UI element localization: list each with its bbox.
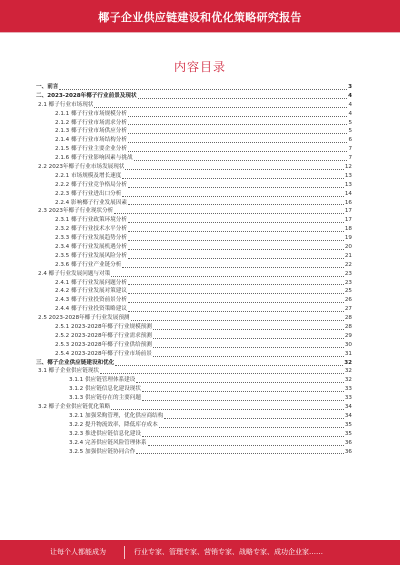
toc-entry-page: 35 bbox=[344, 430, 352, 437]
toc-entry-title: 3.2.3 推进供应链信息化建设 bbox=[69, 430, 141, 437]
toc-entry-title: 2.5.4 2023-2028年椰子行业市场前景 bbox=[55, 350, 152, 357]
toc-leader-dots bbox=[128, 302, 344, 303]
toc-entry[interactable] bbox=[36, 110, 352, 119]
toc-entry-page: 6 bbox=[348, 137, 352, 144]
toc-entry-page: 7 bbox=[348, 155, 352, 162]
toc-entry[interactable] bbox=[36, 225, 352, 234]
toc-entry-title: 3.2.1 加强采购管理，优化供应商结构 bbox=[69, 412, 164, 419]
toc-entry-page: 19 bbox=[344, 235, 352, 242]
footer-divider bbox=[124, 546, 125, 559]
toc-leader-dots bbox=[122, 196, 344, 197]
toc-entry-title: 2.4 椰子行业发展问题与对策 bbox=[38, 270, 111, 277]
toc-entry[interactable] bbox=[36, 448, 352, 457]
toc-entry-page: 12 bbox=[344, 164, 352, 170]
toc-leader-dots bbox=[111, 276, 344, 277]
toc-entry-title: 2.5.1 2023-2028年椰子行业规模预测 bbox=[55, 324, 152, 331]
toc-entry-page: 17 bbox=[344, 217, 352, 224]
toc-entry-page: 18 bbox=[344, 226, 352, 233]
toc-entry[interactable] bbox=[36, 287, 352, 296]
toc-entry-title: 2.5 2023-2028年椰子行业发展预测 bbox=[38, 315, 130, 322]
toc-leader-dots bbox=[128, 133, 347, 134]
toc-entry[interactable] bbox=[36, 216, 352, 225]
toc-entry-page: 13 bbox=[344, 181, 352, 188]
toc-entry[interactable] bbox=[36, 154, 352, 163]
toc-entry[interactable] bbox=[36, 172, 352, 181]
toc-leader-dots bbox=[128, 222, 344, 223]
toc-entry-page: 26 bbox=[344, 297, 352, 304]
toc-entry-page: 35 bbox=[344, 421, 352, 428]
toc-entry-page: 5 bbox=[348, 128, 352, 135]
toc-entry-page: 29 bbox=[344, 332, 352, 339]
toc-entry[interactable] bbox=[36, 136, 352, 145]
toc-entry-page: 32 bbox=[344, 368, 352, 375]
toc-entry-page: 20 bbox=[344, 244, 352, 251]
toc-entry-page: 25 bbox=[344, 288, 352, 295]
toc-entry-page: 32 bbox=[344, 359, 352, 366]
toc-entry-title: 一、前言 bbox=[36, 83, 59, 90]
toc-leader-dots bbox=[164, 418, 344, 419]
toc-entry-title: 2.5.2 2023-2028年椰子行业需求预测 bbox=[55, 332, 152, 339]
toc-entry[interactable] bbox=[36, 421, 352, 430]
toc-leader-dots bbox=[128, 231, 344, 232]
toc-entry[interactable] bbox=[36, 323, 352, 332]
toc-entry[interactable] bbox=[36, 332, 352, 341]
toc-leader-dots bbox=[122, 267, 344, 268]
toc-entry[interactable] bbox=[36, 127, 352, 136]
toc-leader-dots bbox=[125, 169, 343, 170]
toc-entry-title: 2.1.1 椰子行业市场规模分析 bbox=[55, 110, 127, 117]
toc-leader-dots bbox=[111, 409, 344, 410]
toc-entry-page: 7 bbox=[348, 146, 352, 153]
toc-leader-dots bbox=[115, 365, 343, 366]
toc-entry-title: 3.2.2 提升物流效率，降低库存成本 bbox=[69, 421, 158, 428]
toc-leader-dots bbox=[128, 258, 344, 259]
toc-entry-title: 3.1.2 供应链信息化建设现状 bbox=[69, 386, 141, 393]
toc-entry[interactable] bbox=[36, 314, 352, 323]
toc-entry-title: 2.3 2023年椰子行业现状分析 bbox=[38, 208, 114, 215]
toc-entry-page: 28 bbox=[344, 324, 352, 331]
toc-leader-dots bbox=[94, 107, 347, 108]
toc-entry-page: 34 bbox=[344, 404, 352, 411]
toc-entry-page: 23 bbox=[344, 279, 352, 286]
toc-entry-page: 4 bbox=[348, 92, 352, 99]
toc-entry[interactable] bbox=[36, 119, 352, 128]
toc-entry-title: 2.4.4 椰子行业投资策略建议 bbox=[55, 306, 127, 313]
toc-leader-dots bbox=[128, 124, 347, 125]
toc-entry-page: 27 bbox=[344, 306, 352, 313]
toc-entry-title: 2.3.1 椰子行业政策环境分析 bbox=[55, 217, 127, 224]
toc-entry[interactable] bbox=[36, 341, 352, 350]
toc-leader-dots bbox=[142, 391, 344, 392]
toc-entry[interactable] bbox=[36, 83, 352, 92]
toc-leader-dots bbox=[128, 293, 344, 294]
toc-entry[interactable] bbox=[36, 181, 352, 190]
toc-leader-dots bbox=[128, 187, 344, 188]
toc-leader-dots bbox=[59, 89, 347, 90]
toc-entry-title: 3.1.3 供应链存在的主要问题 bbox=[69, 395, 141, 402]
toc-entry[interactable] bbox=[36, 261, 352, 270]
toc-leader-dots bbox=[138, 98, 348, 99]
toc-entry[interactable] bbox=[36, 270, 352, 279]
toc-entry[interactable] bbox=[36, 385, 352, 394]
toc-entry-page: 36 bbox=[344, 448, 352, 455]
toc-entry[interactable] bbox=[36, 350, 352, 359]
toc-leader-dots bbox=[128, 151, 347, 152]
toc-leader-dots bbox=[136, 453, 344, 454]
table-of-contents bbox=[36, 83, 352, 456]
toc-entry[interactable] bbox=[36, 145, 352, 154]
toc-leader-dots bbox=[134, 160, 348, 161]
toc-entry[interactable] bbox=[36, 243, 352, 252]
footer-slogan-left: 让每个人都能成为 bbox=[50, 548, 106, 556]
toc-entry-page: 22 bbox=[344, 261, 352, 268]
toc-entry-page: 21 bbox=[344, 252, 352, 259]
toc-entry-title: 2.4.1 椰子行业发展问题分析 bbox=[55, 279, 127, 286]
toc-leader-dots bbox=[128, 142, 347, 143]
toc-entry-title: 2.3.6 椰子行业产业链分析 bbox=[55, 261, 122, 268]
toc-title: 内容目录 bbox=[173, 60, 226, 74]
toc-entry-page: 4 bbox=[348, 101, 352, 108]
toc-entry[interactable] bbox=[36, 359, 352, 368]
page-footer bbox=[0, 540, 400, 565]
toc-entry-title: 2.3.4 椰子行业发展机遇分析 bbox=[55, 244, 127, 251]
toc-entry-title: 2.2.3 椰子行业进出口分析 bbox=[55, 190, 122, 197]
toc-entry[interactable] bbox=[36, 296, 352, 305]
toc-entry-page: 33 bbox=[344, 386, 352, 393]
toc-entry-title: 二、2023-2028年椰子行业前景及现状 bbox=[36, 92, 137, 99]
toc-entry[interactable] bbox=[36, 92, 352, 101]
toc-entry[interactable] bbox=[36, 101, 352, 110]
page-header bbox=[0, 0, 400, 32]
toc-entry-page: 33 bbox=[344, 395, 352, 402]
toc-entry[interactable] bbox=[36, 403, 352, 412]
toc-entry[interactable] bbox=[36, 430, 352, 439]
toc-entry-title: 2.2.4 影响椰子行业发展因素 bbox=[55, 199, 127, 206]
toc-entry-title: 2.2.1 市场规模及增长速度 bbox=[55, 172, 122, 179]
toc-entry-page: 14 bbox=[344, 190, 352, 197]
toc-leader-dots bbox=[114, 213, 344, 214]
toc-entry-title: 2.1.6 椰子行业影响因素与挑战 bbox=[55, 155, 133, 162]
toc-leader-dots bbox=[153, 356, 344, 357]
toc-entry-title: 3.1 椰子企业供应链现状 bbox=[38, 368, 100, 375]
toc-leader-dots bbox=[128, 204, 344, 205]
toc-leader-dots bbox=[122, 178, 344, 179]
toc-entry-title: 2.4.2 椰子行业发展对策建议 bbox=[55, 288, 127, 295]
toc-entry[interactable] bbox=[36, 199, 352, 208]
toc-entry-page: 31 bbox=[344, 350, 352, 357]
toc-entry[interactable] bbox=[36, 207, 352, 216]
toc-entry-title: 2.3.2 椰子行业技术水平分析 bbox=[55, 226, 127, 233]
toc-leader-dots bbox=[142, 436, 344, 437]
toc-leader-dots bbox=[136, 382, 344, 383]
toc-entry-title: 2.1.5 椰子行业主要企业分析 bbox=[55, 146, 127, 153]
toc-entry-title: 2.1.4 椰子行业市场结构分析 bbox=[55, 137, 127, 144]
toc-entry[interactable] bbox=[36, 376, 352, 385]
toc-entry[interactable] bbox=[36, 279, 352, 288]
toc-leader-dots bbox=[159, 427, 344, 428]
toc-leader-dots bbox=[128, 284, 344, 285]
report-title: 椰子企业供应链建设和优化策略研究报告 bbox=[98, 11, 302, 24]
toc-entry[interactable] bbox=[36, 305, 352, 314]
toc-entry-page: 17 bbox=[344, 208, 352, 215]
toc-entry-page: 3 bbox=[348, 83, 352, 90]
toc-entry[interactable] bbox=[36, 439, 352, 448]
toc-entry-page: 30 bbox=[344, 341, 352, 348]
toc-leader-dots bbox=[128, 240, 344, 241]
toc-leader-dots bbox=[153, 347, 344, 348]
toc-entry-page: 32 bbox=[344, 377, 352, 384]
toc-leader-dots bbox=[128, 311, 344, 312]
toc-entry-page: 16 bbox=[344, 199, 352, 206]
toc-entry-title: 2.3.5 椰子行业发展风险分析 bbox=[55, 252, 127, 259]
toc-entry-title: 3.2 椰子企业供应链优化策略 bbox=[38, 404, 111, 411]
toc-entry-page: 4 bbox=[348, 110, 352, 117]
header-divider bbox=[0, 32, 400, 33]
toc-entry-title: 三、椰子企业供应链建设和优化 bbox=[36, 359, 115, 366]
toc-entry[interactable] bbox=[36, 234, 352, 243]
toc-entry[interactable] bbox=[36, 163, 352, 172]
toc-entry-page: 5 bbox=[348, 119, 352, 126]
toc-entry-page: 34 bbox=[344, 412, 352, 419]
toc-leader-dots bbox=[148, 445, 344, 446]
toc-leader-dots bbox=[131, 320, 344, 321]
toc-entry-page: 28 bbox=[344, 315, 352, 322]
toc-entry-title: 2.4.3 椰子行业投资前景分析 bbox=[55, 297, 127, 304]
toc-leader-dots bbox=[153, 338, 344, 339]
toc-entry-title: 2.3.3 椰子行业发展趋势分析 bbox=[55, 235, 127, 242]
toc-entry-title: 2.1.3 椰子行业市场供应分析 bbox=[55, 128, 127, 135]
toc-entry-title: 3.1.1 供应链管理体系建设 bbox=[69, 377, 136, 384]
toc-entry-title: 2.5.3 2023-2028年椰子行业供给预测 bbox=[55, 341, 152, 348]
toc-entry-title: 3.2.4 完善供应链风险管理体系 bbox=[69, 439, 147, 446]
toc-entry-page: 36 bbox=[344, 439, 352, 446]
toc-entry[interactable] bbox=[36, 394, 352, 403]
toc-entry[interactable] bbox=[36, 368, 352, 377]
toc-leader-dots bbox=[100, 373, 344, 374]
toc-entry-title: 2.1.2 椰子行业市场需求分析 bbox=[55, 119, 127, 126]
toc-entry-title: 2.1 椰子行业市场现状 bbox=[38, 101, 94, 108]
toc-leader-dots bbox=[153, 329, 344, 330]
toc-leader-dots bbox=[128, 116, 347, 117]
toc-entry-title: 3.2.5 加强供应链协同合作 bbox=[69, 448, 136, 455]
toc-entry[interactable] bbox=[36, 412, 352, 421]
toc-entry[interactable] bbox=[36, 252, 352, 261]
toc-leader-dots bbox=[142, 400, 344, 401]
toc-entry-title: 2.2.2 椰子行业竞争格局分析 bbox=[55, 181, 127, 188]
toc-entry-title: 2.2 2023年椰子行业市场发展现状 bbox=[38, 164, 125, 170]
toc-entry-page: 23 bbox=[344, 270, 352, 277]
footer-slogan-right: 行业专家、管理专家、营销专家、战略专家、成功企业家…… bbox=[134, 548, 323, 556]
toc-entry-page: 13 bbox=[344, 172, 352, 179]
toc-leader-dots bbox=[128, 249, 344, 250]
toc-entry[interactable] bbox=[36, 190, 352, 199]
